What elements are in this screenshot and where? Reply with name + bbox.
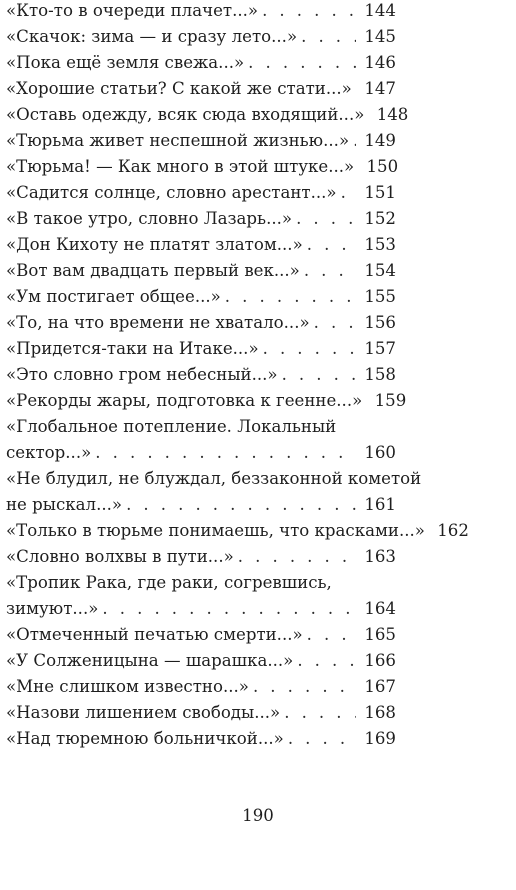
toc-entry-page: 148 [376, 105, 409, 124]
dot-leader [300, 258, 356, 284]
toc-entry-page: 147 [364, 79, 396, 98]
toc-entry [6, 674, 396, 700]
toc-entry-line [6, 310, 396, 336]
toc-entry-title: «Назови лишением свободы...» [6, 703, 281, 722]
toc-entry [6, 570, 396, 622]
toc-entry-title: «Скачок: зима — и сразу лето...» [6, 27, 298, 46]
toc-entry [6, 24, 396, 50]
table-of-contents [6, 0, 469, 752]
toc-entry-line [6, 24, 396, 50]
toc-entry-page: 167 [364, 677, 396, 696]
toc-entry [6, 362, 396, 388]
toc-entry-title: «Рекорды жары, подготовка к геенне...» [6, 391, 363, 410]
toc-entry-line [6, 102, 409, 128]
toc-entry-page: 166 [364, 651, 396, 670]
toc-entry-page: 164 [364, 599, 396, 618]
toc-entry [6, 50, 396, 76]
toc-entry [6, 128, 396, 154]
toc-entry-title: «Над тюремною больничкой...» [6, 729, 284, 748]
dot-leader [349, 128, 356, 154]
toc-entry-page: 160 [364, 443, 396, 462]
toc-entry-line [6, 544, 396, 570]
dot-leader [249, 674, 356, 700]
toc-entry-title: «Пока ещё земля свежа...» [6, 53, 245, 72]
toc-entry [6, 414, 396, 466]
toc-entry-page: 146 [364, 53, 396, 72]
toc-entry-title: «Только в тюрьме понимаешь, что красками...» [6, 521, 425, 540]
toc-entry [6, 284, 396, 310]
toc-entry-title: «В такое утро, словно Лазарь...» [6, 209, 293, 228]
toc-entry-title: «Вот вам двадцать первый век...» [6, 261, 300, 280]
toc-entry [6, 726, 396, 752]
toc-entry [6, 336, 396, 362]
dot-leader [292, 206, 356, 232]
toc-entry-page: 151 [364, 183, 396, 202]
toc-entry [6, 518, 469, 544]
toc-entry-title: «Дон Кихоту не платят златом...» [6, 235, 303, 254]
toc-entry-title: «Хорошие статьи? С какой же стати...» [6, 79, 352, 98]
toc-entry-page: 168 [364, 703, 396, 722]
toc-entry-line [6, 258, 396, 284]
toc-entry-page: 153 [364, 235, 396, 254]
toc-entry-title-line: «Тропик Рака, где раки, согревшись, [6, 573, 332, 592]
toc-entry-title-line: «Не блудил, не блуждал, беззаконной кометой [6, 469, 422, 488]
toc-entry-line [6, 518, 469, 544]
dot-leader [91, 440, 356, 466]
toc-entry-line [6, 596, 396, 622]
toc-entry-line [6, 232, 396, 258]
toc-entry-title: зимуют...» [6, 599, 99, 618]
toc-entry [6, 154, 399, 180]
toc-entry-line [6, 492, 396, 518]
toc-entry [6, 232, 396, 258]
toc-entry [6, 180, 396, 206]
dot-leader [303, 622, 356, 648]
toc-entry-line [6, 128, 396, 154]
toc-entry-page: 158 [364, 365, 396, 384]
toc-entry-line [6, 622, 396, 648]
dot-leader [284, 726, 356, 752]
toc-entry-page: 144 [364, 1, 396, 20]
toc-entry-title: «То, на что времени не хватало...» [6, 313, 310, 332]
dot-leader [297, 24, 356, 50]
toc-entry-page: 163 [364, 547, 396, 566]
toc-entry [6, 0, 396, 24]
toc-entry-line [6, 726, 396, 752]
dot-leader [278, 362, 356, 388]
toc-entry-line [6, 0, 396, 24]
toc-entry-title-line: «Глобальное потепление. Локальный [6, 417, 337, 436]
toc-entry-page: 162 [437, 521, 469, 540]
toc-entry-title: «Тюрьма живет неспешной жизнью...» [6, 131, 350, 150]
dot-leader [244, 50, 356, 76]
toc-entry-page: 155 [364, 287, 396, 306]
toc-entry-title: «Оставь одежду, всяк сюда входящий...» [6, 105, 365, 124]
toc-entry-title: «Словно волхвы в пути...» [6, 547, 234, 566]
page-number: 190 [242, 806, 274, 825]
toc-entry [6, 700, 396, 726]
toc-entry-title: «Ум постигает общее...» [6, 287, 221, 306]
toc-entry-line [6, 388, 407, 414]
toc-entry [6, 206, 396, 232]
toc-entry-page: 157 [364, 339, 396, 358]
dot-leader [234, 544, 356, 570]
toc-entry [6, 466, 422, 518]
dot-leader [293, 648, 356, 674]
dot-leader [280, 700, 356, 726]
toc-entry-line [6, 154, 399, 180]
toc-entry-title: сектор...» [6, 443, 92, 462]
toc-entry-title: «Тюрьма! — Как много в этой штуке...» [6, 157, 355, 176]
dot-leader [259, 336, 356, 362]
toc-entry [6, 76, 396, 102]
toc-entry-line [6, 700, 396, 726]
toc-entry-page: 150 [366, 157, 399, 176]
dot-leader [310, 310, 356, 336]
dot-leader [258, 0, 356, 24]
dot-leader [122, 492, 356, 518]
toc-entry-page: 149 [364, 131, 396, 150]
toc-entry-title: «Кто-то в очереди плачет...» [6, 1, 259, 20]
toc-entry-title: «Отмеченный печатью смерти...» [6, 625, 303, 644]
dot-leader [337, 180, 356, 206]
toc-entry-page: 156 [364, 313, 396, 332]
toc-entry-line [6, 76, 396, 102]
toc-entry-line [6, 206, 396, 232]
dot-leader [98, 596, 356, 622]
toc-entry-title: «Мне слишком известно...» [6, 677, 249, 696]
toc-entry-line [6, 180, 396, 206]
toc-entry-line [6, 336, 396, 362]
toc-entry [6, 622, 396, 648]
toc-entry-page: 145 [364, 27, 396, 46]
toc-entry [6, 102, 409, 128]
toc-entry [6, 388, 407, 414]
toc-entry [6, 258, 396, 284]
toc-entry-line [6, 284, 396, 310]
toc-entry-line [6, 440, 396, 466]
toc-entry-page: 161 [364, 495, 396, 514]
toc-entry-line [6, 648, 396, 674]
toc-entry-page: 169 [364, 729, 396, 748]
toc-entry-line [6, 50, 396, 76]
toc-entry-page: 154 [364, 261, 396, 280]
toc-entry-page: 152 [364, 209, 396, 228]
toc-entry-title: «Придется-таки на Итаке...» [6, 339, 259, 358]
toc-entry-title: «Это словно гром небесный...» [6, 365, 278, 384]
toc-entry-page: 165 [364, 625, 396, 644]
dot-leader [303, 232, 356, 258]
toc-entry-title: не рыскал...» [6, 495, 123, 514]
toc-entry [6, 648, 396, 674]
toc-entry [6, 544, 396, 570]
toc-entry-line [6, 674, 396, 700]
dot-leader [221, 284, 356, 310]
toc-entry [6, 310, 396, 336]
toc-entry-title: «У Солженицына — шарашка...» [6, 651, 294, 670]
toc-entry-page: 159 [374, 391, 407, 410]
toc-entry-line [6, 362, 396, 388]
toc-entry-title: «Садится солнце, словно арестант...» [6, 183, 337, 202]
